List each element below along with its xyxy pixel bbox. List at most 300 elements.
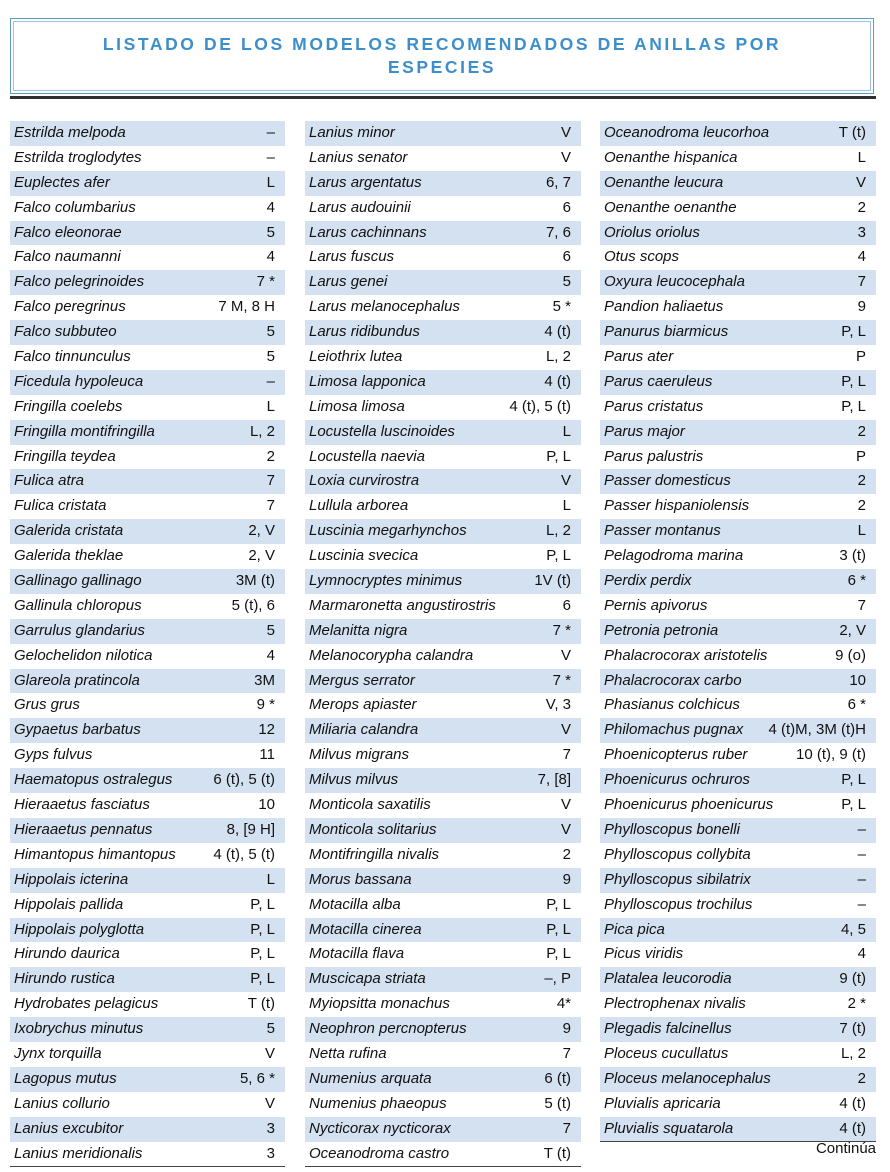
ring-model: 4 (t), 5 (t)	[509, 397, 571, 415]
species-name: Netta rufina	[309, 1044, 387, 1062]
species-name: Jynx torquilla	[14, 1044, 102, 1062]
table-row	[10, 1092, 285, 1117]
ring-model: 5	[266, 1020, 275, 1038]
ring-model: 5 *	[552, 298, 571, 316]
species-name: Ixobrychus minutus	[14, 1020, 144, 1038]
ring-model: 5	[266, 621, 275, 639]
table-row	[10, 469, 285, 494]
species-name: Haematopus ostralegus	[14, 771, 173, 789]
species-name: Oxyura leucocephala	[604, 273, 745, 291]
species-name: Luscinia svecica	[309, 547, 419, 565]
table-row	[305, 544, 581, 569]
ring-model: –	[266, 148, 275, 166]
ring-model: 12	[258, 721, 275, 739]
table-row	[600, 1042, 876, 1067]
species-name: Fringilla coelebs	[14, 397, 123, 415]
table-row	[305, 121, 581, 146]
species-name: Parus palustris	[604, 447, 704, 465]
table-row	[600, 420, 876, 445]
table-row	[305, 320, 581, 345]
species-name: Euplectes afer	[14, 173, 110, 191]
ring-model: 2	[857, 472, 866, 490]
species-name: Ploceus melanocephalus	[604, 1069, 771, 1087]
species-name: Marmaronetta angustirostris	[309, 596, 496, 614]
table-row	[10, 992, 285, 1017]
species-name: Panurus biarmicus	[604, 323, 729, 341]
ring-model: 5	[562, 273, 571, 291]
ring-model: 2, V	[839, 621, 866, 639]
table-row	[600, 918, 876, 943]
ring-model: T (t)	[543, 1144, 571, 1162]
species-name: Gyps fulvus	[14, 746, 93, 764]
table-row	[10, 1117, 285, 1142]
species-name: Plegadis falcinellus	[604, 1020, 732, 1038]
species-name: Larus genei	[309, 273, 388, 291]
table-row	[305, 171, 581, 196]
table-row	[305, 992, 581, 1017]
table-row	[305, 743, 581, 768]
ring-model: L	[266, 397, 275, 415]
species-name: Plectrophenax nivalis	[604, 995, 746, 1013]
table-row	[305, 594, 581, 619]
table-row	[10, 768, 285, 793]
species-name: Fulica cristata	[14, 497, 107, 515]
ring-model: 4	[266, 248, 275, 266]
ring-model: 2, V	[248, 522, 275, 540]
column-1-bottom-rule	[10, 1166, 285, 1167]
species-name: Monticola saxatilis	[309, 796, 431, 814]
table-row	[10, 320, 285, 345]
table-row	[305, 793, 581, 818]
table-row	[600, 519, 876, 544]
ring-model: 2	[562, 845, 571, 863]
table-row	[600, 967, 876, 992]
species-name: Falco tinnunculus	[14, 348, 131, 366]
ring-model: 9	[562, 870, 571, 888]
species-name: Otus scops	[604, 248, 680, 266]
table-row	[305, 818, 581, 843]
species-name: Hieraaetus fasciatus	[14, 796, 150, 814]
table-row	[600, 270, 876, 295]
table-row	[305, 893, 581, 918]
species-name: Pica pica	[604, 920, 665, 938]
table-row	[600, 1092, 876, 1117]
title-box	[10, 18, 874, 94]
ring-model: 2	[857, 198, 866, 216]
ring-model: 9 *	[256, 696, 275, 714]
ring-model: P, L	[841, 323, 866, 341]
table-row	[10, 893, 285, 918]
species-name: Phylloscopus trochilus	[604, 895, 753, 913]
ring-model: 7 (t)	[839, 1020, 866, 1038]
ring-model: 4	[857, 248, 866, 266]
species-name: Pluvialis apricaria	[604, 1094, 721, 1112]
table-row	[600, 942, 876, 967]
species-name: Phasianus colchicus	[604, 696, 740, 714]
ring-model: T (t)	[247, 995, 275, 1013]
ring-model: 7, 6	[545, 223, 571, 241]
species-name: Fringilla teydea	[14, 447, 116, 465]
species-name: Parus caeruleus	[604, 372, 713, 390]
table-row	[600, 768, 876, 793]
table-row	[10, 594, 285, 619]
species-name: Phalacrocorax aristotelis	[604, 646, 768, 664]
table-row	[600, 619, 876, 644]
ring-model: 9	[857, 298, 866, 316]
species-name: Larus cachinnans	[309, 223, 427, 241]
species-name: Oenanthe oenanthe	[604, 198, 737, 216]
ring-model: 6	[562, 248, 571, 266]
species-name: Lullula arborea	[309, 497, 409, 515]
table-row	[305, 445, 581, 470]
table-row	[10, 196, 285, 221]
ring-model: 10 (t), 9 (t)	[795, 746, 866, 764]
ring-model: L, 2	[840, 1044, 866, 1062]
table-row	[305, 221, 581, 246]
species-name: Monticola solitarius	[309, 820, 437, 838]
ring-model: 7	[266, 472, 275, 490]
table-row	[305, 295, 581, 320]
ring-model: P, L	[546, 945, 571, 963]
species-name: Pandion haliaetus	[604, 298, 724, 316]
ring-model: 10	[849, 671, 866, 689]
table-row	[305, 918, 581, 943]
table-row	[305, 519, 581, 544]
top-rule	[10, 96, 876, 99]
species-name: Larus fuscus	[309, 248, 395, 266]
table-row	[10, 644, 285, 669]
ring-model: 6, 7	[545, 173, 571, 191]
species-name: Phylloscopus bonelli	[604, 820, 740, 838]
table-row	[10, 669, 285, 694]
ring-model: P, L	[546, 895, 571, 913]
species-name: Hippolais polyglotta	[14, 920, 145, 938]
species-name: Limosa lapponica	[309, 372, 426, 390]
species-name: Phalacrocorax carbo	[604, 671, 742, 689]
species-name: Passer montanus	[604, 522, 721, 540]
ring-model: L	[266, 173, 275, 191]
ring-model: 5 (t)	[544, 1094, 571, 1112]
column-2-bottom-rule	[305, 1166, 581, 1167]
table-row	[10, 146, 285, 171]
species-name: Lagopus mutus	[14, 1069, 117, 1087]
table-row	[600, 868, 876, 893]
table-row	[305, 569, 581, 594]
ring-model: 9	[562, 1020, 571, 1038]
species-name: Pluvialis squatarola	[604, 1119, 734, 1137]
ring-model: 5	[266, 323, 275, 341]
table-row	[600, 843, 876, 868]
table-row	[600, 445, 876, 470]
ring-model: –, P	[544, 970, 571, 988]
table-row	[305, 718, 581, 743]
species-name: Phylloscopus collybita	[604, 845, 751, 863]
species-name: Oenanthe leucura	[604, 173, 724, 191]
table-row	[10, 743, 285, 768]
species-name: Lanius minor	[309, 124, 395, 141]
species-name: Motacilla alba	[309, 895, 401, 913]
ring-model: P, L	[250, 895, 275, 913]
species-name: Gallinago gallinago	[14, 572, 142, 590]
species-name: Himantopus himantopus	[14, 845, 176, 863]
species-name: Numenius phaeopus	[309, 1094, 447, 1112]
ring-model: 4 (t)	[544, 323, 571, 341]
table-row	[10, 345, 285, 370]
species-name: Falco columbarius	[14, 198, 136, 216]
ring-model: 4*	[556, 995, 571, 1013]
table-row	[10, 420, 285, 445]
ring-model: P, L	[250, 945, 275, 963]
table-row	[600, 793, 876, 818]
table-row	[305, 270, 581, 295]
ring-model: 4 (t)	[839, 1094, 866, 1112]
table-row	[600, 693, 876, 718]
table-row	[305, 1017, 581, 1042]
species-name: Picus viridis	[604, 945, 684, 963]
ring-model: L	[266, 870, 275, 888]
ring-model: P, L	[546, 547, 571, 565]
species-name: Larus ridibundus	[309, 323, 420, 341]
species-name: Falco pelegrinoides	[14, 273, 145, 291]
species-name: Grus grus	[14, 696, 80, 714]
table-row	[305, 768, 581, 793]
table-row	[600, 196, 876, 221]
ring-model: 7 *	[552, 621, 571, 639]
species-name: Hydrobates pelagicus	[14, 995, 159, 1013]
species-name: Loxia curvirostra	[309, 472, 420, 490]
ring-model: P	[855, 447, 866, 465]
table-row	[10, 1142, 285, 1167]
ring-model: 3	[266, 1144, 275, 1162]
table-row	[305, 1067, 581, 1092]
species-name: Hirundo daurica	[14, 945, 120, 963]
species-name: Passer domesticus	[604, 472, 731, 490]
ring-model: 3M	[254, 671, 275, 689]
species-name: Falco subbuteo	[14, 323, 117, 341]
species-column-2	[305, 121, 581, 1166]
ring-model: 9 (t)	[839, 970, 866, 988]
species-name: Myiopsitta monachus	[309, 995, 450, 1013]
ring-model: L, 2	[249, 422, 275, 440]
table-row	[600, 320, 876, 345]
ring-model: 7	[266, 497, 275, 515]
ring-model: –	[857, 845, 866, 863]
table-row	[600, 644, 876, 669]
ring-model: 4	[266, 198, 275, 216]
table-row	[600, 221, 876, 246]
table-row	[10, 793, 285, 818]
ring-model: P, L	[841, 771, 866, 789]
ring-model: 7 M, 8 H	[218, 298, 275, 316]
ring-model: L	[857, 148, 866, 166]
species-name: Glareola pratincola	[14, 671, 140, 689]
species-name: Hippolais pallida	[14, 895, 124, 913]
table-row	[10, 395, 285, 420]
table-row	[10, 718, 285, 743]
species-name: Fringilla montifringilla	[14, 422, 155, 440]
continues-label: Continúa	[815, 1140, 876, 1157]
species-name: Falco peregrinus	[14, 298, 126, 316]
species-name: Pernis apivorus	[604, 596, 708, 614]
species-name: Gelochelidon nilotica	[14, 646, 153, 664]
table-row	[10, 494, 285, 519]
species-column-1	[10, 121, 285, 1166]
species-name: Hieraaetus pennatus	[14, 820, 153, 838]
table-row	[305, 1092, 581, 1117]
table-row	[600, 893, 876, 918]
ring-model: 5 (t), 6	[231, 596, 275, 614]
table-row	[10, 221, 285, 246]
table-row	[305, 420, 581, 445]
ring-model: –	[266, 124, 275, 141]
table-row	[305, 669, 581, 694]
table-row	[600, 992, 876, 1017]
species-name: Perdix perdix	[604, 572, 692, 590]
ring-model: L	[562, 497, 571, 515]
table-row	[10, 942, 285, 967]
ring-model: P	[855, 348, 866, 366]
ring-model: V	[264, 1044, 275, 1062]
species-name: Miliaria calandra	[309, 721, 419, 739]
table-row	[10, 569, 285, 594]
table-row	[305, 469, 581, 494]
table-row	[10, 818, 285, 843]
ring-model: L	[562, 422, 571, 440]
table-row	[10, 295, 285, 320]
ring-model: 4 (t)	[839, 1119, 866, 1137]
species-name: Oceanodroma castro	[309, 1144, 450, 1162]
species-name: Pelagodroma marina	[604, 547, 744, 565]
table-row	[305, 395, 581, 420]
species-name: Hirundo rustica	[14, 970, 115, 988]
ring-model: V	[560, 148, 571, 166]
species-name: Galerida cristata	[14, 522, 124, 540]
ring-model: 3	[266, 1119, 275, 1137]
ring-model: V	[560, 796, 571, 814]
ring-model: 7	[562, 1119, 571, 1137]
species-name: Oenanthe hispanica	[604, 148, 738, 166]
species-name: Parus cristatus	[604, 397, 704, 415]
ring-model: 2 *	[847, 995, 866, 1013]
ring-model: 4 (t)M, 3M (t)H	[768, 721, 866, 739]
table-row	[305, 843, 581, 868]
table-row	[305, 967, 581, 992]
table-row	[600, 121, 876, 146]
species-name: Milvus milvus	[309, 771, 399, 789]
table-row	[305, 345, 581, 370]
species-name: Gypaetus barbatus	[14, 721, 141, 739]
ring-model: 7, [8]	[537, 771, 571, 789]
table-row	[10, 619, 285, 644]
table-row	[600, 295, 876, 320]
species-name: Neophron percnopterus	[309, 1020, 467, 1038]
table-row	[10, 868, 285, 893]
table-row	[600, 718, 876, 743]
species-name: Garrulus glandarius	[14, 621, 145, 639]
table-row	[10, 270, 285, 295]
ring-model: 11	[259, 746, 275, 764]
page-title-line-2: ESPECIES	[387, 57, 497, 77]
species-name: Philomachus pugnax	[604, 721, 744, 739]
ring-model: –	[857, 870, 866, 888]
table-row	[305, 494, 581, 519]
table-row	[305, 1142, 581, 1167]
table-row	[600, 171, 876, 196]
species-name: Estrilda melpoda	[14, 124, 126, 141]
ring-model: T (t)	[838, 124, 866, 141]
species-name: Montifringilla nivalis	[309, 845, 440, 863]
species-name: Lanius senator	[309, 148, 408, 166]
table-row	[305, 1117, 581, 1142]
species-name: Falco naumanni	[14, 248, 121, 266]
ring-model: 7	[857, 273, 866, 291]
ring-model: 2	[857, 497, 866, 515]
table-row	[305, 245, 581, 270]
ring-model: 9 (o)	[835, 646, 866, 664]
ring-model: 6 (t)	[544, 1069, 571, 1087]
species-name: Numenius arquata	[309, 1069, 432, 1087]
ring-model: P, L	[841, 796, 866, 814]
table-row	[600, 245, 876, 270]
table-row	[600, 818, 876, 843]
ring-model: 7 *	[256, 273, 275, 291]
ring-model: P, L	[546, 447, 571, 465]
ring-model: 6	[562, 198, 571, 216]
ring-model: 6 (t), 5 (t)	[213, 771, 275, 789]
species-name: Hippolais icterina	[14, 870, 129, 888]
table-row	[10, 171, 285, 196]
table-row	[10, 519, 285, 544]
species-name: Leiothrix lutea	[309, 348, 403, 366]
table-row	[600, 395, 876, 420]
ring-model: 6 *	[847, 572, 866, 590]
table-row	[305, 370, 581, 395]
table-row	[305, 146, 581, 171]
species-name: Lanius excubitor	[14, 1119, 124, 1137]
species-name: Melanitta nigra	[309, 621, 408, 639]
species-name: Estrilda troglodytes	[14, 148, 142, 166]
table-row	[305, 868, 581, 893]
species-name: Lanius collurio	[14, 1094, 110, 1112]
ring-model: 3	[857, 223, 866, 241]
species-name: Milvus migrans	[309, 746, 410, 764]
ring-model: L, 2	[545, 348, 571, 366]
species-name: Parus ater	[604, 348, 674, 366]
ring-model: 1V (t)	[534, 572, 571, 590]
table-row	[600, 494, 876, 519]
ring-model: P, L	[250, 970, 275, 988]
ring-model: P, L	[841, 372, 866, 390]
ring-model: –	[266, 372, 275, 390]
species-name: Ploceus cucullatus	[604, 1044, 729, 1062]
species-name: Lanius meridionalis	[14, 1144, 143, 1162]
species-name: Fulica atra	[14, 472, 85, 490]
species-name: Larus melanocephalus	[309, 298, 460, 316]
ring-model: 2	[266, 447, 275, 465]
table-row	[10, 1042, 285, 1067]
species-name: Motacilla cinerea	[309, 920, 422, 938]
table-row	[10, 245, 285, 270]
table-row	[305, 619, 581, 644]
ring-model: 4	[266, 646, 275, 664]
species-name: Oceanodroma leucorhoa	[604, 124, 770, 141]
table-row	[600, 669, 876, 694]
ring-model: P, L	[546, 920, 571, 938]
species-name: Petronia petronia	[604, 621, 719, 639]
ring-model: 7	[857, 596, 866, 614]
species-name: Motacilla flava	[309, 945, 405, 963]
ring-model: V	[560, 472, 571, 490]
